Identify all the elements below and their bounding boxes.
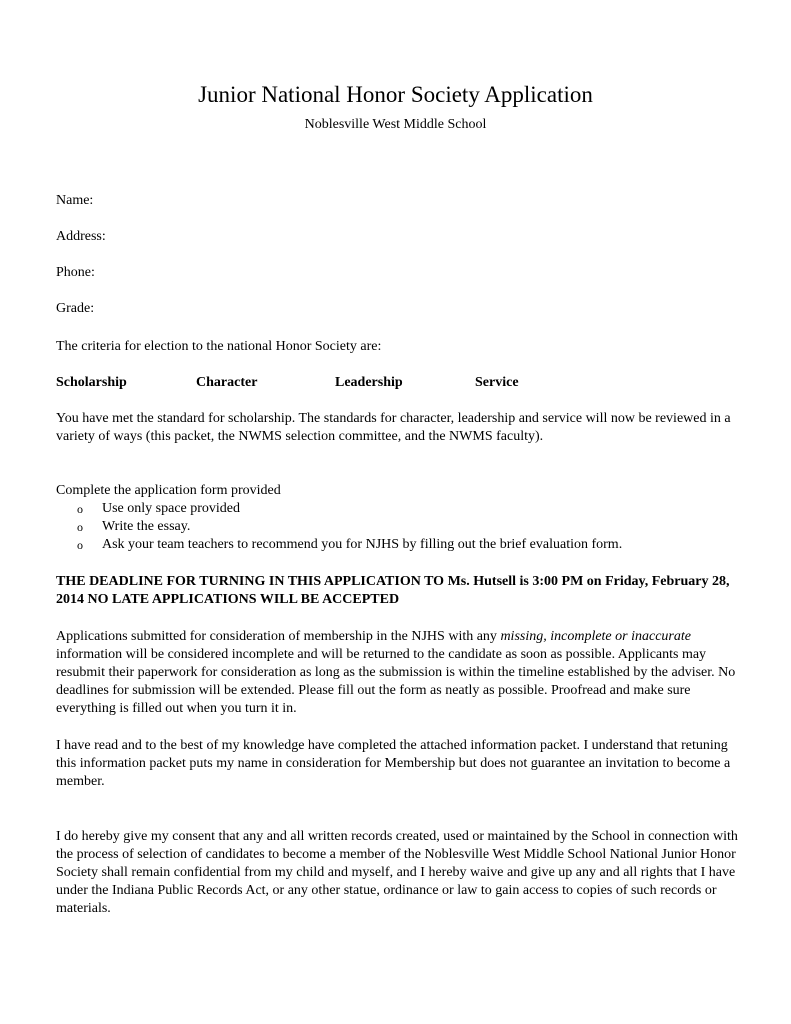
instructions-list — [75, 500, 622, 554]
address-field-label: Address: — [56, 229, 106, 244]
school-name: Noblesville West Middle School — [304, 117, 487, 132]
list-item-text: Use only space provided — [102, 501, 241, 516]
criteria-item-character: Character — [196, 375, 258, 390]
applications-text-part1: Applications submitted for consideration of membership in the NJHS with any — [56, 629, 501, 644]
page-title: Junior National Honor Society Application — [198, 82, 593, 107]
list-item-text: Ask your team teachers to recommend you for NJHS by filling out the brief evaluation form. — [102, 537, 623, 552]
standards-paragraph: You have met the standard for scholarship. The standards for character, leadership and service will now be reviewed in a variety of ways (this packet, the NWMS selection committee, and the NWMS faculty). — [56, 411, 731, 444]
applications-text-italic: missing, incomplete or inaccurate — [500, 629, 691, 644]
deadline-notice: THE DEADLINE FOR TURNING IN THIS APPLICATION TO Ms. Hutsell is 3:00 PM on Friday, February 28, 2014 NO LATE APPLICATIONS WILL BE ACCEPTED — [56, 574, 730, 607]
bullet-marker: o — [77, 538, 83, 552]
applications-text-part2: information will be considered incomplete and will be returned to the candidate as soon as possible. Applicants may resubmit their paperwork for consideration as long as the submission is within the timeline established by the adviser. No deadlines for submission will be extended. Please fill out the form as neatly as possible. Proofread and make sure everything is filled out when you turn it in. — [56, 647, 736, 716]
name-field-label: Name: — [56, 193, 94, 208]
bullet-marker: o — [77, 502, 83, 516]
criteria-item-leadership: Leadership — [335, 375, 403, 390]
applications-paragraph — [56, 628, 746, 718]
criteria-intro: The criteria for election to the national Honor Society are: — [56, 339, 382, 354]
criteria-item-scholarship: Scholarship — [56, 375, 127, 390]
list-item — [75, 536, 622, 554]
acknowledgement-paragraph: I have read and to the best of my knowledge have completed the attached information packet. I understand that retuning this information packet puts my name in consideration for Membership but does not guarantee an invitation to become a member. — [56, 738, 731, 789]
instructions-intro: Complete the application form provided — [56, 483, 281, 498]
grade-field-label: Grade: — [56, 301, 95, 316]
list-item — [75, 500, 622, 518]
list-item-text: Write the essay. — [102, 519, 191, 534]
phone-field-label: Phone: — [56, 265, 95, 280]
consent-paragraph: I do hereby give my consent that any and all written records created, used or maintained by the School in connection with the process of selection of candidates to become a member of the Noblesville West Middle School National Junior Honor Society shall remain confidential from my child and myself, and I hereby waive and give up any and all rights that I have under the Indiana Public Records Act, or any other statue, ordinance or law to gain access to copies of such records or materials. — [56, 829, 738, 916]
criteria-item-service: Service — [475, 375, 519, 390]
list-item — [75, 518, 622, 536]
bullet-marker: o — [77, 520, 83, 534]
